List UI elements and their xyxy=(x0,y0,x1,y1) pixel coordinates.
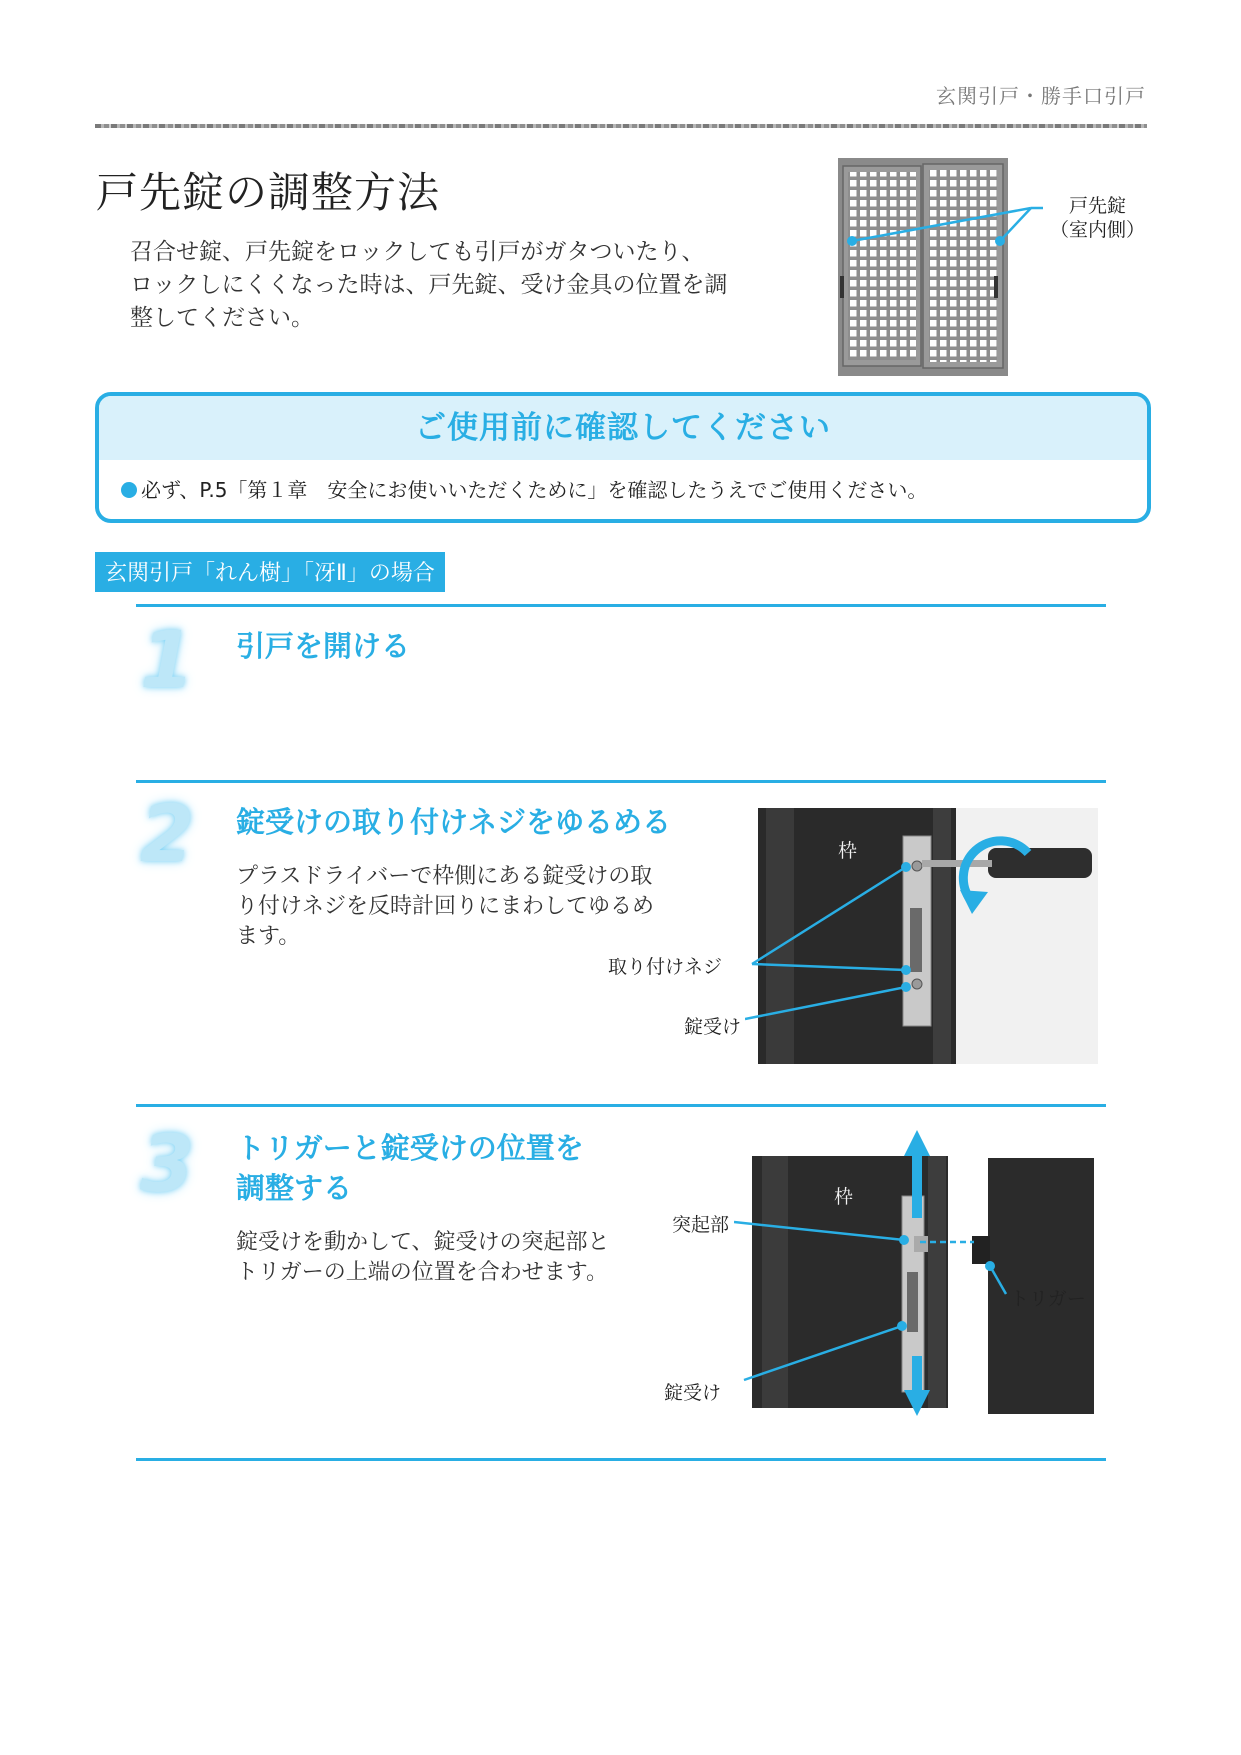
door-callout-label xyxy=(1050,194,1145,242)
step-text-line: 錠受けを動かして、錠受けの突起部と xyxy=(236,1230,610,1255)
section-divider xyxy=(136,1104,1106,1107)
step-text-line: ます。 xyxy=(236,924,301,949)
notice-header xyxy=(99,396,1147,460)
frame-label: 枠 xyxy=(834,1186,854,1208)
notice-title: ご使用前に確認してください xyxy=(415,410,831,446)
notice-body xyxy=(99,460,1147,503)
intro-line: 召合せ錠、戸先錠をロックしても引戸がガタついたり、 xyxy=(130,239,705,265)
intro-line: 整してください。 xyxy=(130,305,314,331)
strike-label: 錠受け xyxy=(664,1382,722,1404)
frame-label: 枠 xyxy=(838,840,858,862)
step-number: 2 xyxy=(140,790,195,880)
door-callout-leaders xyxy=(838,158,1078,278)
step-text-line: トリガーの上端の位置を合わせます。 xyxy=(236,1260,609,1285)
header-divider xyxy=(95,124,1147,128)
door-callout-line: （室内側） xyxy=(1050,219,1146,241)
intro-line: ロックしにくくなった時は、戸先錠、受け金具の位置を調 xyxy=(130,272,728,298)
trigger-label: トリガー xyxy=(1010,1288,1086,1310)
step-title: 錠受けの取り付けネジをゆるめる xyxy=(236,805,672,839)
header-category: 玄関引戸・勝手口引戸 xyxy=(936,84,1146,108)
step-text-line: プラスドライバーで枠側にある錠受けの取 xyxy=(236,864,653,889)
step-title xyxy=(236,1128,584,1208)
step-number: 3 xyxy=(140,1120,195,1210)
section-divider xyxy=(136,604,1106,607)
section-divider xyxy=(136,780,1106,783)
case-label: 玄関引戸「れん樹」「冴Ⅱ」の場合 xyxy=(95,552,445,592)
step-title-line: トリガーと錠受けの位置を xyxy=(236,1131,584,1165)
notice-text: 必ず、P.5「第１章 安全にお使いいただくために」を確認したうえでご使用ください。 xyxy=(141,478,928,502)
step-title: 引戸を開ける xyxy=(236,629,411,663)
strike-label: 錠受け xyxy=(684,1016,742,1038)
step2-leaders xyxy=(745,855,920,1030)
step-text-line: り付けネジを反時計回りにまわしてゆるめ xyxy=(236,894,655,919)
page-title: 戸先錠の調整方法 xyxy=(96,168,441,217)
bullet-icon xyxy=(121,482,137,498)
step-text xyxy=(236,862,706,952)
screw-label: 取り付けネジ xyxy=(608,956,723,978)
protrusion-label: 突起部 xyxy=(672,1214,730,1236)
step3-leaders xyxy=(734,1210,1034,1386)
section-divider xyxy=(136,1458,1106,1461)
notice-box xyxy=(95,392,1151,523)
step-number: 1 xyxy=(140,616,195,706)
step-text xyxy=(236,1228,676,1288)
intro-text xyxy=(130,236,770,335)
door-callout-line: 戸先錠 xyxy=(1069,195,1127,217)
step-title-line: 調整する xyxy=(236,1171,353,1205)
